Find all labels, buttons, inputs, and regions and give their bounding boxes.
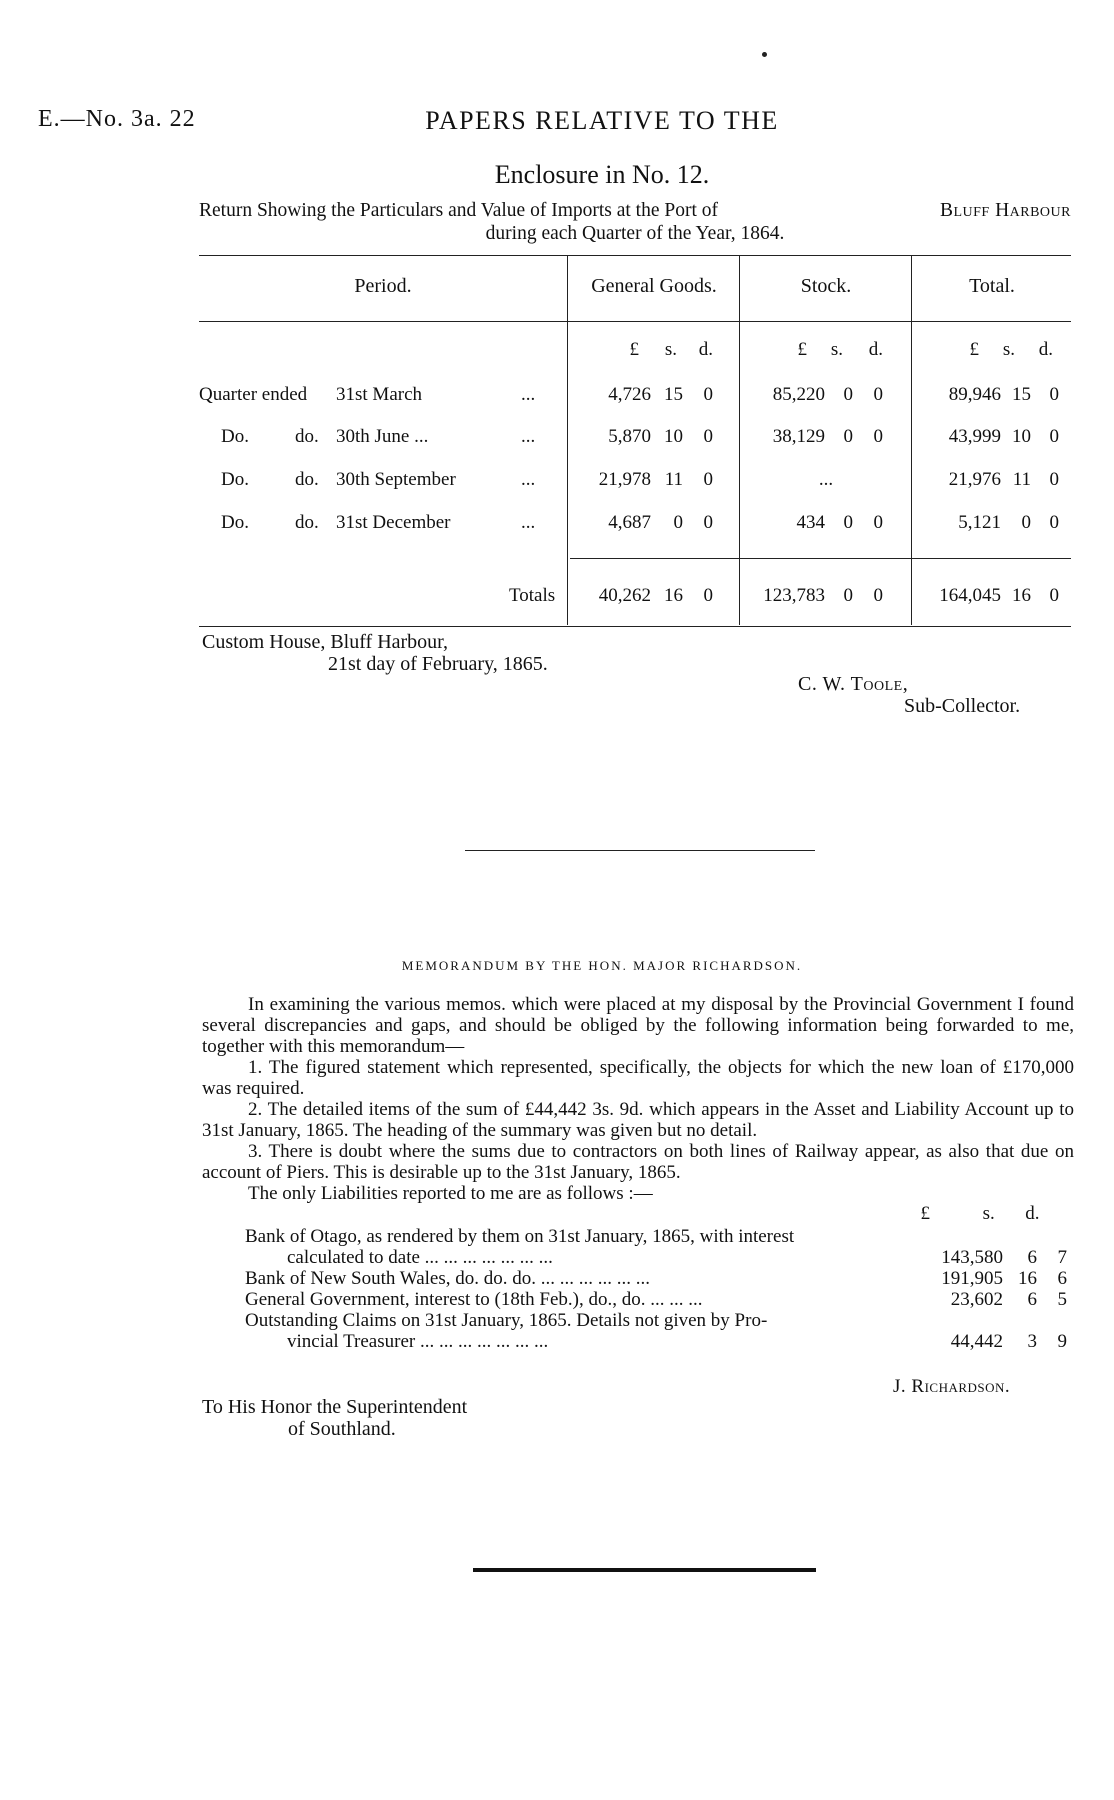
memo-paragraph: 2. The detailed items of the sum of £44,442 3s. 9d. which appears in the Asset and Liability Account up to 31st January, 1865. The heading of the summary was given but no detail. <box>202 1099 1074 1141</box>
custom-house-dateline <box>202 631 548 675</box>
return-title-port: Bluff Harbour <box>939 200 1071 221</box>
unit-shilling: s. <box>982 1203 995 1224</box>
liabilities-units <box>902 1203 1062 1225</box>
enclosure-heading: Enclosure in No. 12. <box>494 160 710 189</box>
signature-title: Sub-Collector. <box>904 695 1021 717</box>
totals-gg-pounds: 40,262 <box>598 585 651 606</box>
liability-pounds: 23,602 <box>950 1289 1003 1310</box>
table-header-rule <box>199 321 1071 322</box>
row-period-date: 31st March <box>336 384 423 405</box>
cell-stock-pence: 0 <box>873 512 883 533</box>
cell-total-pence: 0 <box>1049 469 1059 490</box>
section-divider <box>465 850 815 851</box>
totals-stock-pence: 0 <box>873 585 883 606</box>
cell-total-pence: 0 <box>1049 512 1059 533</box>
cell-stock-empty: ... <box>818 469 834 490</box>
page-reference: E.—No. 3a. 22 <box>38 106 196 132</box>
liability-item <box>245 1310 1067 1352</box>
cell-total-shillings: 10 <box>1012 426 1031 447</box>
cell-gg-pounds: 21,978 <box>598 469 651 490</box>
signature-toole <box>798 673 1020 717</box>
row-dots: ... <box>521 384 536 405</box>
cell-total-pounds: 43,999 <box>948 426 1001 447</box>
addressee <box>202 1396 467 1440</box>
liability-item <box>245 1268 1067 1289</box>
cell-total-shillings: 15 <box>1012 384 1031 405</box>
cell-stock-pounds: 85,220 <box>772 384 825 405</box>
addressee-line2: of Southland. <box>288 1418 396 1440</box>
cell-stock-pounds: 434 <box>796 512 825 533</box>
totals-stock-pounds: 123,783 <box>763 585 825 606</box>
cell-gg-pounds: 5,870 <box>608 426 651 447</box>
liability-pence: 7 <box>1057 1247 1067 1268</box>
cell-stock-pence: 0 <box>873 384 883 405</box>
cell-gg-pence: 0 <box>703 426 713 447</box>
cell-stock-pounds: 38,129 <box>772 426 825 447</box>
cell-gg-shillings: 10 <box>664 426 683 447</box>
return-title-line1: Return Showing the Particulars and Value of Imports at the Port of <box>199 200 719 221</box>
cell-stock-shillings: 0 <box>843 512 853 533</box>
memo-paragraph: The only Liabilities reported to me are as follows :— <box>248 1183 653 1204</box>
unit-pound: £ <box>797 339 807 360</box>
liability-shillings: 6 <box>1027 1289 1037 1310</box>
liability-desc-cont: vincial Treasurer ... ... ... ... ... ... ... <box>287 1331 549 1352</box>
unit-pence: d. <box>1038 339 1053 360</box>
unit-shilling: s. <box>1002 339 1015 360</box>
cell-stock-pence: 0 <box>873 426 883 447</box>
unit-pence: d. <box>698 339 713 360</box>
table-top-rule <box>199 255 1071 256</box>
cell-gg-pence: 0 <box>703 512 713 533</box>
row-period-prefix: Do. <box>221 426 249 447</box>
cell-gg-pounds: 4,687 <box>608 512 651 533</box>
cell-gg-shillings: 15 <box>664 384 683 405</box>
liability-desc-cont: calculated to date ... ... ... ... ... ... ... <box>287 1247 553 1268</box>
cell-gg-shillings: 0 <box>673 512 683 533</box>
col-divider-3 <box>911 255 912 625</box>
liability-shillings: 6 <box>1027 1247 1037 1268</box>
cell-gg-pence: 0 <box>703 469 713 490</box>
row-period-prefix: Do. <box>221 469 249 490</box>
table-bottom-rule <box>199 626 1071 627</box>
liability-pence: 9 <box>1057 1331 1067 1352</box>
liabilities-list <box>245 1226 1067 1352</box>
custom-house-line1: Custom House, Bluff Harbour, <box>202 631 449 653</box>
unit-pence: d. <box>1025 1203 1040 1224</box>
liability-shillings: 16 <box>1018 1268 1037 1289</box>
row-dots: ... <box>521 512 536 533</box>
row-period-date: 30th June ... <box>336 426 429 447</box>
liability-pence: 5 <box>1057 1289 1067 1310</box>
cell-stock-shillings: 0 <box>843 426 853 447</box>
custom-house-line2: 21st day of February, 1865. <box>328 653 548 675</box>
imports-table <box>199 249 1071 629</box>
liability-desc: Outstanding Claims on 31st January, 1865. Details not given by Pro- <box>245 1310 768 1331</box>
totals-total-pounds: 164,045 <box>939 585 1001 606</box>
cell-gg-shillings: 11 <box>664 469 683 490</box>
page-title: PAPERS RELATIVE TO THE <box>425 106 779 135</box>
return-title-line2: during each Quarter of the Year, 1864. <box>485 223 785 244</box>
liability-pounds: 191,905 <box>941 1268 1003 1289</box>
cell-total-pounds: 5,121 <box>958 512 1001 533</box>
col-header-total: Total. <box>969 275 1015 297</box>
cell-total-pounds: 21,976 <box>948 469 1001 490</box>
liability-desc: Bank of Otago, as rendered by them on 31st January, 1865, with interest <box>245 1226 795 1247</box>
col-divider-1 <box>567 255 568 625</box>
col-header-general-goods: General Goods. <box>591 275 717 297</box>
unit-pound: £ <box>969 339 979 360</box>
cell-stock-shillings: 0 <box>843 384 853 405</box>
liability-item <box>245 1226 1067 1268</box>
unit-pound: £ <box>629 339 639 360</box>
memo-paragraph: In examining the various memos. which were placed at my disposal by the Provincial Government I found several discrepancies and gaps, and should be obliged by the following information being forwarded to me, together with this memorandum— <box>202 994 1074 1057</box>
memo-title: MEMORANDUM BY THE HON. MAJOR RICHARDSON. <box>401 958 803 973</box>
cell-total-shillings: 0 <box>1021 512 1031 533</box>
cell-gg-pounds: 4,726 <box>608 384 651 405</box>
memo-paragraph: 3. There is doubt where the sums due to contractors on both lines of Railway appear, as also that due on account of Piers. This is desirable up to the 31st January, 1865. <box>202 1141 1074 1183</box>
signature-richardson: J. Richardson. <box>893 1376 1011 1397</box>
row-period-prefix: Quarter ended <box>199 384 308 405</box>
liability-pounds: 143,580 <box>941 1247 1003 1268</box>
ink-mark <box>762 52 767 57</box>
closing-rule <box>473 1568 816 1572</box>
unit-shilling: s. <box>664 339 677 360</box>
liability-item <box>245 1289 1067 1310</box>
cell-total-shillings: 11 <box>1012 469 1031 490</box>
row-period-date: 31st December <box>336 512 451 533</box>
liability-desc: General Government, interest to (18th Feb.), do., do. ... ... ... <box>245 1289 703 1310</box>
unit-pound: £ <box>920 1203 930 1224</box>
liability-desc: Bank of New South Wales, do. do. do. ... ... ... ... ... ... <box>245 1268 651 1289</box>
table-subtotal-rule <box>570 558 1071 559</box>
totals-label: Totals <box>509 585 556 606</box>
addressee-line1: To His Honor the Superintendent <box>202 1396 468 1418</box>
col-divider-2 <box>739 255 740 625</box>
cell-gg-pence: 0 <box>703 384 713 405</box>
totals-gg-pence: 0 <box>703 585 713 606</box>
liability-pence: 6 <box>1057 1268 1067 1289</box>
row-period-date: 30th September <box>336 469 456 490</box>
totals-total-shillings: 16 <box>1012 585 1031 606</box>
memo-paragraph: 1. The figured statement which represented, specifically, the objects for which the new loan of £170,000 was required. <box>202 1057 1074 1099</box>
row-dots: ... <box>521 469 536 490</box>
row-period-mid: do. <box>295 426 319 447</box>
unit-pence: d. <box>868 339 883 360</box>
col-header-period: Period. <box>354 275 412 297</box>
totals-total-pence: 0 <box>1049 585 1059 606</box>
liability-pounds: 44,442 <box>950 1331 1003 1352</box>
memo-body <box>202 994 1074 1204</box>
row-period-mid: do. <box>295 512 319 533</box>
signature-name: C. W. Toole, <box>798 673 909 695</box>
cell-total-pounds: 89,946 <box>948 384 1001 405</box>
col-header-stock: Stock. <box>800 275 852 297</box>
return-title <box>199 199 1071 245</box>
row-dots: ... <box>521 426 536 447</box>
totals-stock-shillings: 0 <box>843 585 853 606</box>
unit-shilling: s. <box>830 339 843 360</box>
cell-total-pence: 0 <box>1049 384 1059 405</box>
row-period-mid: do. <box>295 469 319 490</box>
totals-gg-shillings: 16 <box>664 585 683 606</box>
liability-shillings: 3 <box>1027 1331 1037 1352</box>
row-period-prefix: Do. <box>221 512 249 533</box>
cell-total-pence: 0 <box>1049 426 1059 447</box>
